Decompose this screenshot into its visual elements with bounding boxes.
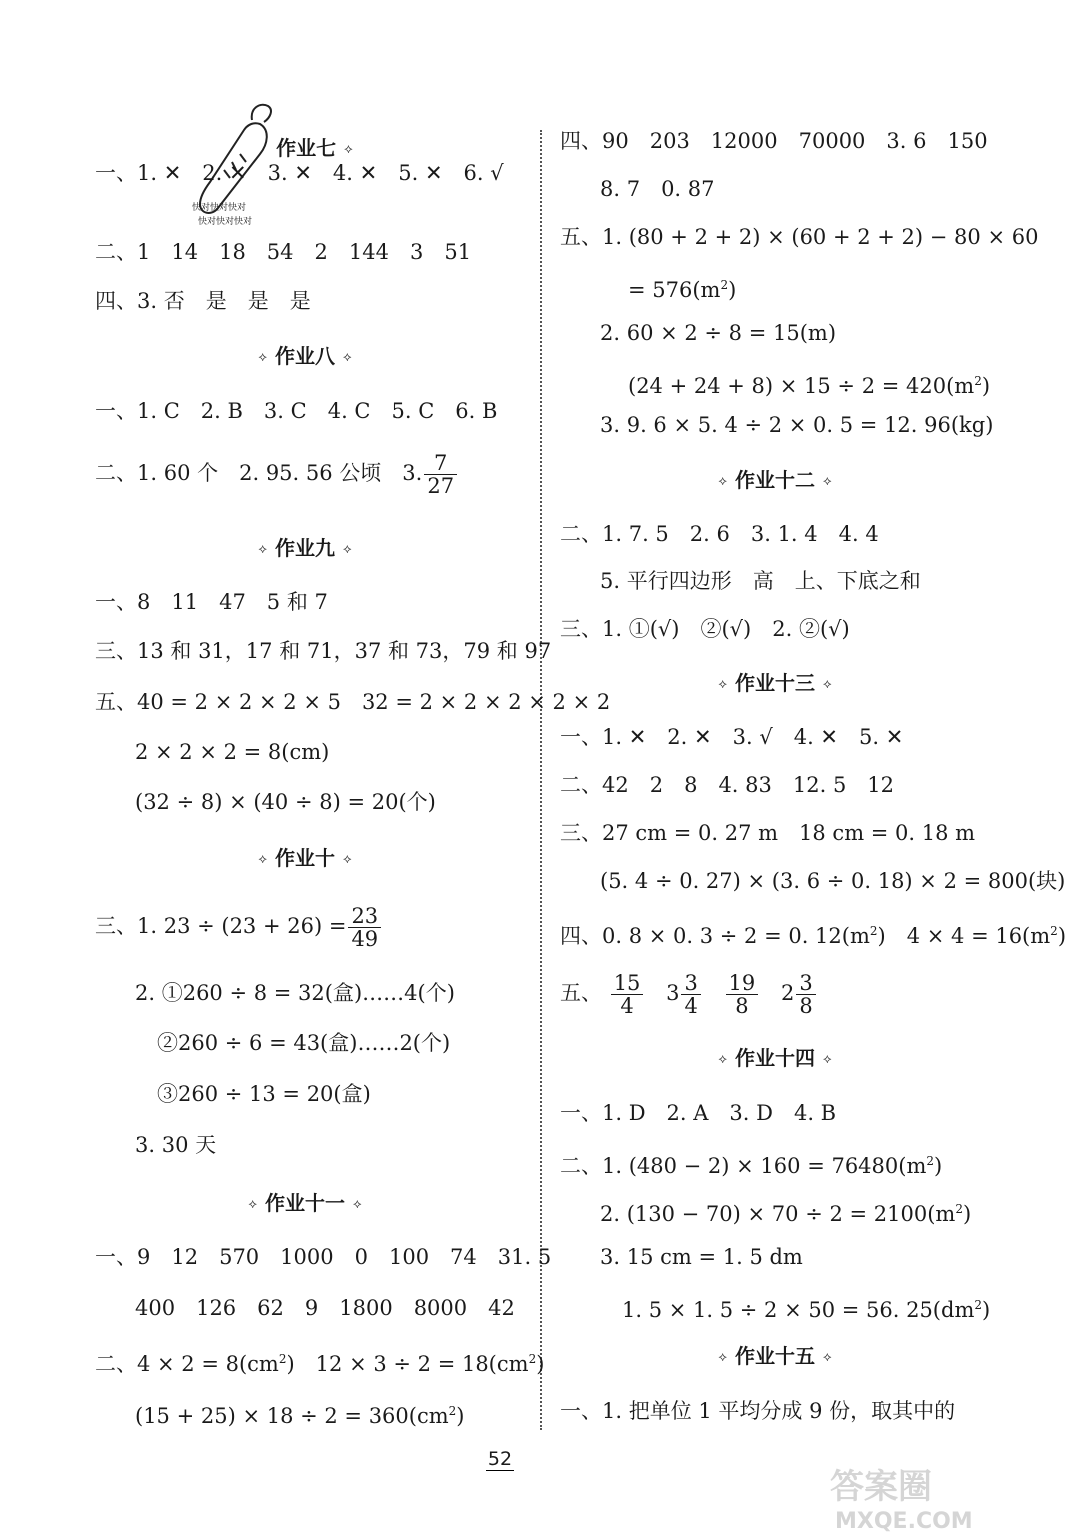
heading-hw8: ⟡ 作业八 ⟡	[258, 344, 352, 368]
heading-hw14: ⟡ 作业十四 ⟡	[718, 1046, 832, 1070]
ornament-icon: ⟡	[823, 1349, 832, 1365]
hw7-line-3: 四、3. 否 是 是 是	[95, 289, 311, 313]
heading-hw11: ⟡ 作业十一 ⟡	[248, 1191, 362, 1215]
r-line-5: 2. 60 × 2 ÷ 8 = 15(m)	[600, 321, 837, 345]
hw8-line-2: 二、1. 60 个 2. 95. 56 公顷 3. $\frac{7}{27}$	[95, 452, 459, 497]
hw11-line-1: 一、9 12 570 1000 0 100 74 31. 5	[95, 1245, 552, 1269]
hw12-line-2: 5. 平行四边形 高 上、下底之和	[600, 569, 921, 593]
hw14-line-1: 一、1. D 2. A 3. D 4. B	[560, 1101, 837, 1125]
hw13-line-5: 四、0. 8 × 0. 3 ÷ 2 = 0. $12(m^2)$ $4 \times 4 = 16(m^2)$	[560, 924, 1066, 948]
ornament-icon: ⟡	[344, 141, 353, 157]
ornament-icon: ⟡	[343, 349, 352, 365]
fraction: $\frac{7}{27}$	[424, 452, 457, 497]
heading-hw10: ⟡ 作业十 ⟡	[258, 846, 352, 870]
ornament-icon: ⟡	[248, 1196, 257, 1212]
heading-hw7: 作业七 ⟡	[276, 136, 353, 160]
hw11-line-3: 二、$4 \times 2 = 8(cm^2)$ $12 \times 3 \div 2 = 18(cm^2)$	[95, 1352, 545, 1376]
ornament-icon: ⟡	[343, 851, 352, 867]
r-line-4: = $576(m^2)$	[628, 278, 737, 302]
ornament-icon: ⟡	[718, 1051, 727, 1067]
hw10-line-1: 三、1. 23 ÷ (23 + 26) = $\frac{23}{49}$	[95, 905, 383, 950]
watermark-logo-icon	[800, 1460, 995, 1535]
fraction: $\frac{23}{49}$	[348, 905, 381, 950]
hw7-line-1: 一、1. ✕ 2. ✕ 3. ✕ 4. ✕ 5. ✕ 6. √	[95, 161, 504, 185]
watermark-bottom-text: MXQE.COM	[835, 1509, 973, 1534]
hw7-line-2: 二、1 14 18 54 2 144 3 51	[95, 240, 472, 264]
hw11-line-2: 400 126 62 9 1800 8000 42	[135, 1296, 515, 1320]
hw12-line-1: 二、1. 7. 5 2. 6 3. 1. 4 4. 4	[560, 522, 879, 546]
hw14-line-2: 二、1. $(480 - 2) \times 160 = 76480(m^2)$	[560, 1154, 943, 1178]
hw10-line-3: ②260 ÷ 6 = 43(盒)……2(个)	[157, 1031, 451, 1055]
hw11-line-4: $(15 + 25) \times 18 \div 2 = 360(cm^2)$	[135, 1404, 465, 1428]
fraction: $\frac{15}{4}$	[611, 972, 644, 1017]
hw15-line-1: 一、1. 把单位 1 平均分成 9 份，取其中的	[560, 1399, 956, 1423]
r-line-6: $(24 + 24 + 8) \times 15 \div 2 = 420(m^2)$	[628, 374, 991, 398]
hw10-line-5: 3. 30 天	[135, 1133, 217, 1157]
logo-text-1: 快对快对快对	[192, 203, 247, 213]
r-line-7: 3. 9. 6 × 5. 4 ÷ 2 × 0. 5 = 12. 96(kg)	[600, 413, 994, 437]
logo-text-2: 快对快对快对	[198, 217, 253, 227]
ornament-icon: ⟡	[353, 1196, 362, 1212]
ornament-icon: ⟡	[823, 1051, 832, 1067]
hw13-line-4: (5. 4 ÷ 0. 27) × (3. 6 ÷ 0. 18) × 2 = 800(块)	[600, 869, 1066, 893]
r-line-3: 五、1. (80 + 2 + 2) × (60 + 2 + 2) − 80 × 60	[560, 225, 1039, 249]
ornament-icon: ⟡	[258, 349, 267, 365]
hw9-line-4: 2 × 2 × 2 = 8(cm)	[135, 740, 330, 764]
heading-hw13: ⟡ 作业十三 ⟡	[718, 671, 832, 695]
heading-hw9: ⟡ 作业九 ⟡	[258, 536, 352, 560]
watermark-top-text: 答案圈	[830, 1467, 932, 1507]
hw14-line-3: 2. $(130 - 70) \times 70 \div 2 = 2100(m^2)$	[600, 1202, 972, 1226]
fraction: $\frac{19}{8}$	[726, 972, 759, 1017]
fraction: $\frac{3}{4}$	[681, 972, 700, 1017]
hw9-line-5: (32 ÷ 8) × (40 ÷ 8) = 20(个)	[135, 790, 436, 814]
ornament-icon: ⟡	[823, 473, 832, 489]
r-line-1: 四、90 203 12000 70000 3. 6 150	[560, 129, 988, 153]
hw8-line-1: 一、1. C 2. B 3. C 4. C 5. C 6. B	[95, 399, 498, 423]
page-number: 52	[487, 1448, 513, 1470]
fraction: $\frac{3}{8}$	[796, 972, 815, 1017]
ornament-icon: ⟡	[343, 541, 352, 557]
ornament-icon: ⟡	[258, 541, 267, 557]
hw10-line-4: ③260 ÷ 13 = 20(盒)	[157, 1082, 371, 1106]
column-divider	[540, 130, 542, 1430]
hw13-line-6: 五、 $\frac{15}{4}$ 3 $\frac{3}{4}$ $\frac{19}{8}$ 2 $\frac{3}{8}$	[560, 972, 818, 1017]
hw9-line-3: 五、40 = 2 × 2 × 2 × 5 32 = 2 × 2 × 2 × 2 × 2	[95, 690, 611, 714]
r-line-2: 8. 7 0. 87	[600, 177, 715, 201]
hw13-line-1: 一、1. ✕ 2. ✕ 3. √ 4. ✕ 5. ✕	[560, 725, 904, 749]
hw14-line-4: 3. 15 cm = 1. 5 dm	[600, 1245, 803, 1269]
ornament-icon: ⟡	[718, 1349, 727, 1365]
heading-hw12: ⟡ 作业十二 ⟡	[718, 468, 832, 492]
ornament-icon: ⟡	[823, 676, 832, 692]
ornament-icon: ⟡	[718, 473, 727, 489]
hw13-line-2: 二、42 2 8 4. 83 12. 5 12	[560, 773, 895, 797]
hw9-line-2: 三、13 和 31，17 和 71，37 和 73，79 和 97	[95, 639, 552, 663]
hw9-line-1: 一、8 11 47 5 和 7	[95, 590, 328, 614]
ornament-icon: ⟡	[718, 676, 727, 692]
heading-hw15: ⟡ 作业十五 ⟡	[718, 1344, 832, 1368]
hw13-line-3: 三、27 cm = 0. 27 m 18 cm = 0. 18 m	[560, 821, 976, 845]
hw10-line-2: 2. ①260 ÷ 8 = 32(盒)……4(个)	[135, 981, 455, 1005]
hw12-line-3: 三、1. ①(√) ②(√) 2. ②(√)	[560, 617, 850, 641]
ornament-icon: ⟡	[258, 851, 267, 867]
hw14-line-5: 1. 5 × 1. 5 ÷ 2 × 50 = 56. $25(dm^2)$	[622, 1298, 991, 1322]
